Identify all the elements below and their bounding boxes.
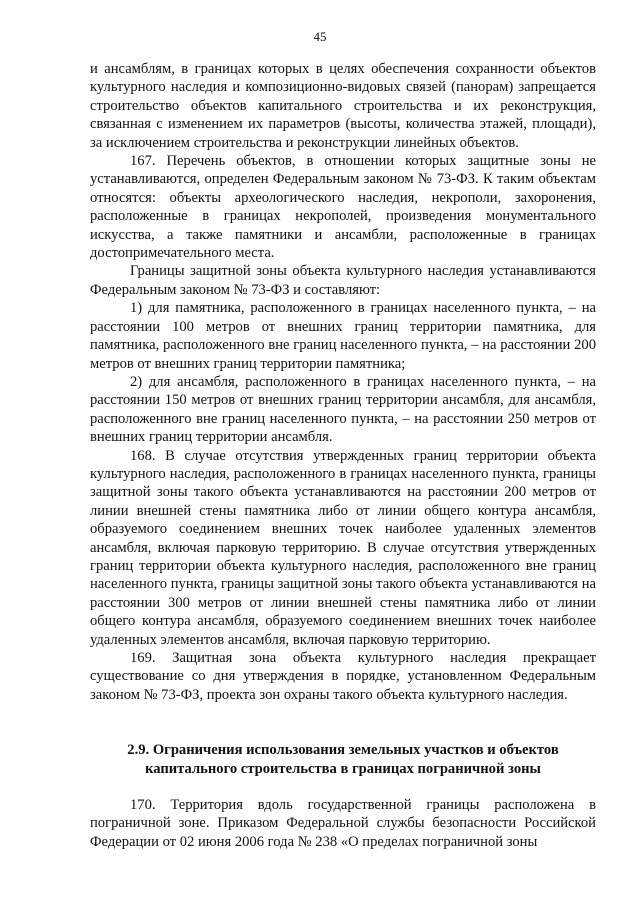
body-text [90,60,596,704]
paragraph-168: 168. В случае отсутствия утвержденных границ территории объекта культурного наследия, расположенного в границах населенного пункта, границы защитной зоны такого объекта устанавливаются на расстоянии 200 метров от линии внешней стены памятника либо от линии общего контура ансамбля, образуемого соединением внешних точек наиболее удаленных элементов ансамбля, включая парковую территорию. В случае отсутствия утвержденных границ территории объекта культурного наследия, расположенного вне границ населенного пункта, границы защитной зоны такого объекта устанавливаются на расстоянии 300 метров от линии внешней стены памятника либо от линии общего контура ансамбля, образуемого соединением внешних точек наиболее удаленных элементов ансамбля, включая парковую территорию. [90,447,596,648]
paragraph-169: 169. Защитная зона объекта культурного наследия прекращает существование со дня утверждения в порядке, установленном Федеральным законом № 73-ФЗ, проекта зон охраны такого объекта культурного наследия. [90,650,596,703]
section-heading-line-1: 2.9. Ограничения использования земельных участков и объектов [127,742,559,758]
paragraph-170: 170. Территория вдоль государственной границы расположена в пограничной зоне. Приказом Федеральной службы безопасности Российской Федерации от 02 июня 2006 года № 238 «О пределах пограничной зоны [90,797,596,850]
page-number: 45 [313,29,327,44]
list-item-monument: 1) для памятника, расположенного в границах населенного пункта, – на расстоянии 100 метров от внешних границ территории памятника, для памятника, расположенного вне границ населенного пункта, – на расстоянии 200 метров от внешних границ территории памятника; [90,300,596,372]
paragraph-167: 167. Перечень объектов, в отношении которых защитные зоны не устанавливаются, определен Федеральным законом № 73-ФЗ. К таким объектам относятся: объекты археологического наследия, некрополи, захоронения, расположенные в границах некрополей, произведения монументального искусства, а также памятники и ансамбли, расположенные в границах достопримечательного места. [90,153,596,262]
section-heading-line-2: капитального строительства в границах пограничной зоны [145,761,541,777]
paragraph-protection-zone-borders: Границы защитной зоны объекта культурного наследия устанавливаются Федеральным законом № 73-ФЗ и составляют: [90,263,596,298]
section-heading [90,741,596,779]
paragraph-continuation: и ансамблям, в границах которых в целях обеспечения сохранности объектов культурного наследия и композиционно-видовых связей (панорам) запрещается строительство объектов капитального строительства и их реконструкция, связанная с изменением их параметров (высоты, количества этажей, площади), за исключением строительства и реконструкции линейных объектов. [90,61,596,151]
list-item-ensemble: 2) для ансамбля, расположенного в границах населенного пункта, – на расстоянии 150 метров от внешних границ территории ансамбля, для ансамбля, расположенного вне границ населенного пункта, – на расстоянии 250 метров от внешних границ территории ансамбля. [90,373,596,446]
body-text-continued [90,796,596,851]
